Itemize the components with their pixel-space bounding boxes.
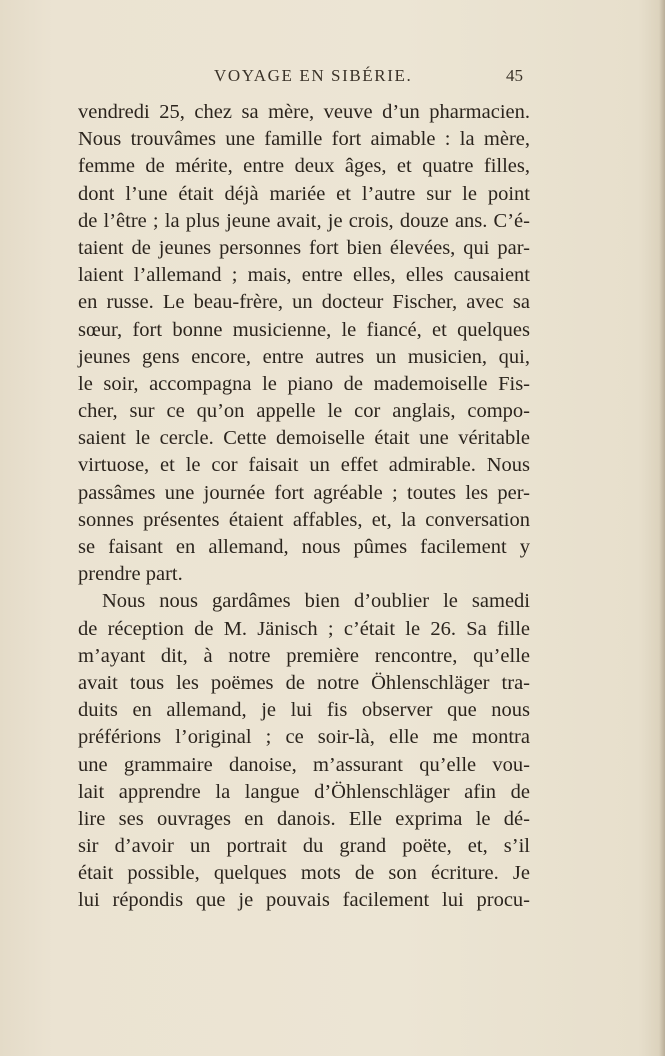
running-head <box>0 66 665 90</box>
text-line: virtuose, et le cor faisait un effet admirable. Nous <box>78 454 530 477</box>
text-line: le soir, accompagna le piano de mademoiselle Fis- <box>78 372 530 395</box>
text-line: taient de jeunes personnes fort bien élevées, qui par- <box>78 236 530 259</box>
running-title: VOYAGE EN SIBÉRIE. <box>214 66 413 85</box>
text-line: préférions l’original ; ce soir-là, elle me montra <box>78 726 530 749</box>
text-line: jeunes gens encore, entre autres un musicien, qui, <box>78 345 530 368</box>
text-line: lire ses ouvrages en danois. Elle exprima le dé- <box>78 807 530 830</box>
text-line: de réception de M. Jänisch ; c’était le 26. Sa fille <box>78 617 530 640</box>
text-line: laient l’allemand ; mais, entre elles, elles causaient <box>78 264 530 287</box>
page-number: 45 <box>506 66 523 85</box>
text-line: lait apprendre la langue d’Öhlenschläger afin de <box>78 780 530 803</box>
text-line: saient le cercle. Cette demoiselle était une véritable <box>78 427 530 450</box>
text-line: de l’être ; la plus jeune avait, je crois, douze ans. C’é- <box>78 209 530 232</box>
text-line: m’ayant dit, à notre première rencontre, qu’elle <box>78 644 530 667</box>
text-line: duits en allemand, je lui fis observer que nous <box>78 699 530 722</box>
text-line: sonnes présentes étaient affables, et, la conversation <box>78 508 530 531</box>
text-line: passâmes une journée fort agréable ; toutes les per- <box>78 481 530 504</box>
body-text <box>78 99 530 915</box>
page-edge-shadow <box>659 0 665 1056</box>
text-line: sœur, fort bonne musicienne, le fiancé, et quelques <box>78 318 530 341</box>
text-line: en russe. Le beau-frère, un docteur Fischer, avec sa <box>78 291 530 314</box>
text-line: vendredi 25, chez sa mère, veuve d’un pharmacien. <box>78 101 530 123</box>
text-line: sir d’avoir un portrait du grand poëte, et, s’il <box>78 835 530 858</box>
text-line: était possible, quelques mots de son écriture. Je <box>78 862 530 885</box>
text-line: femme de mérite, entre deux âges, et quatre filles, <box>78 155 530 178</box>
paragraph-last-line: prendre part. <box>78 563 183 586</box>
text-line: avait tous les poëmes de notre Öhlenschläger tra- <box>78 671 530 694</box>
text-line: Nous trouvâmes une famille fort aimable : la mère, <box>78 128 530 151</box>
text-line: une grammaire danoise, m’assurant qu’elle vou- <box>78 753 530 776</box>
text-line: se faisant en allemand, nous pûmes facilement y <box>78 536 530 558</box>
text-line: cher, sur ce qu’on appelle le cor anglais, compo- <box>78 400 530 423</box>
text-line: lui répondis que je pouvais facilement lui procu- <box>78 889 530 912</box>
text-line: dont l’une était déjà mariée et l’autre sur le point <box>78 182 530 205</box>
paragraph-first-line: Nous nous gardâmes bien d’oublier le samedi <box>102 590 530 613</box>
